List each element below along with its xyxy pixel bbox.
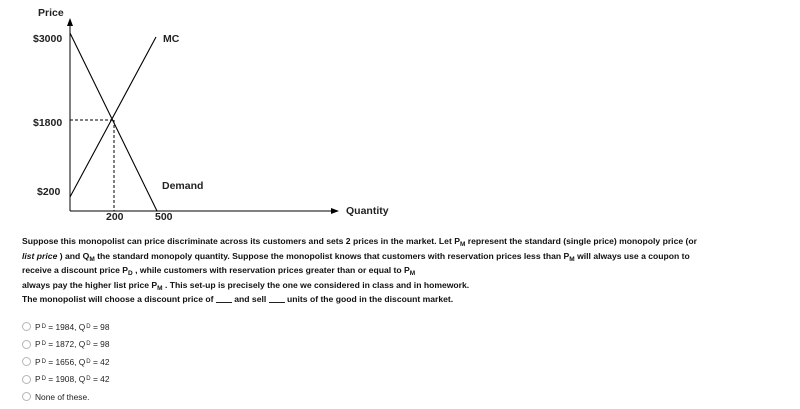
answer-options [22, 318, 110, 406]
question-subscript: M [409, 270, 416, 277]
question-paragraph [22, 236, 702, 294]
option-p-subscript: D [41, 376, 46, 383]
question-subscript: M [89, 255, 95, 263]
option-q: Q [78, 374, 86, 385]
option-q-subscript: D [86, 323, 91, 330]
option-price-value: = 1984, [48, 321, 77, 332]
demand-label: Demand [162, 180, 204, 192]
question-segment: the standard monopoly quantity. Suppose the monopolist knows that customers with reservation prices less than P [94, 250, 570, 261]
question-subscript: D [128, 270, 133, 277]
question-segment: . This set-up is precisely the one we considered in class and in homework. [162, 279, 470, 290]
option-4[interactable] [22, 371, 110, 389]
mc-label: MC [163, 33, 180, 45]
option-price-value: = 1908, [48, 374, 77, 385]
question-text [22, 236, 702, 294]
option-1[interactable] [22, 318, 110, 336]
radio-button[interactable] [22, 340, 31, 349]
radio-button[interactable] [22, 322, 31, 331]
option-price-value: = 1872, [48, 339, 77, 350]
question-segment: Suppose this monopolist can price discriminate across its customers and sets 2 prices in the market. Let P [22, 236, 460, 246]
option-quantity-value: = 42 [92, 374, 110, 385]
option-q-subscript: D [86, 341, 91, 348]
option-q-subscript: D [86, 358, 91, 365]
option-q: Q [78, 339, 86, 350]
y-tick-3000: $3000 [33, 33, 63, 45]
option-p: P [35, 374, 41, 385]
price-blank [216, 294, 232, 303]
question-segment: , while customers with reservation prices greater than or equal to P [132, 265, 410, 275]
question-segment: always pay the higher list price P [22, 279, 158, 290]
option-q: Q [78, 321, 86, 332]
option-p-subscript: D [41, 341, 46, 348]
question-segment: represent the standard (single price) monopoly price (or [465, 236, 697, 246]
mc-curve [70, 37, 156, 197]
question-subscript: M [157, 284, 163, 292]
option-quantity-value: = 42 [92, 356, 110, 367]
x-tick-200: 200 [106, 211, 124, 223]
option-quantity-value: = 98 [92, 321, 110, 332]
radio-button[interactable] [22, 375, 31, 384]
option-q: Q [78, 356, 86, 367]
option-3[interactable] [22, 353, 110, 371]
radio-button[interactable] [22, 357, 31, 366]
radio-button[interactable] [22, 392, 31, 401]
option-p: P [35, 356, 41, 367]
option-p: P [35, 339, 41, 350]
option-quantity-value: = 98 [92, 339, 110, 350]
y-tick-1800: $1800 [33, 117, 63, 129]
y-axis-label: Price [38, 7, 64, 19]
option-p-subscript: D [41, 323, 46, 330]
option-p-subscript: D [41, 358, 46, 365]
quantity-blank [269, 294, 285, 303]
question-segment: ) and Q [57, 250, 90, 261]
prompt-segment: and sell [234, 294, 267, 304]
question-subscript: M [569, 255, 575, 263]
y-tick-200: $200 [37, 186, 61, 198]
option-price-value: = 1656, [48, 356, 77, 367]
question-subscript: M [459, 241, 466, 248]
x-tick-500: 500 [155, 211, 173, 223]
option-p: P [35, 321, 41, 332]
option-none-label: None of these. [35, 391, 90, 402]
prompt-segment: The monopolist will choose a discount price of [22, 294, 214, 304]
x-axis-label: Quantity [346, 205, 389, 217]
option-2[interactable] [22, 336, 110, 354]
option-none[interactable] [22, 388, 110, 406]
prompt-segment: units of the good in the discount market. [287, 294, 454, 304]
y-axis-arrow [67, 18, 73, 26]
question-segment: will always use a coupon to receive a discount price P [22, 250, 690, 275]
question-italic-segment: list price [22, 250, 58, 261]
x-axis-arrow [331, 208, 339, 214]
option-q-subscript: D [86, 376, 91, 383]
fill-in-prompt [22, 294, 453, 304]
